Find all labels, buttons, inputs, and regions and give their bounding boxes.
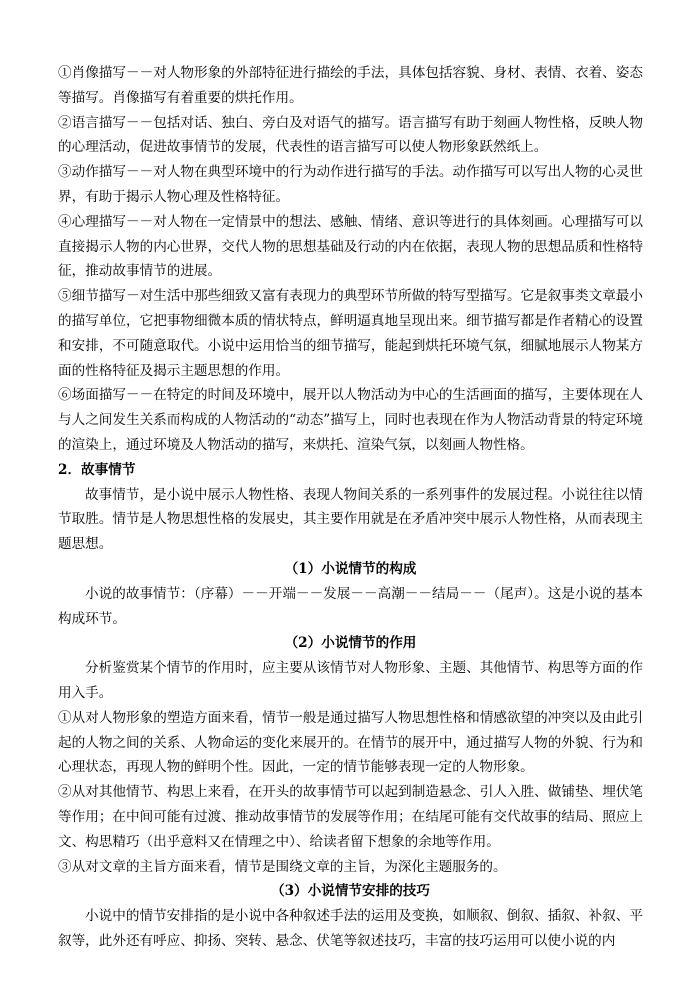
subheading-plot-structure: （1）小说情节的构成	[284, 560, 417, 577]
paragraph-plot-function-intro: 分析鉴赏某个情节的作用时，应主要从该情节对人物形象、主题、其他情节、构思等方面的作用入手。	[58, 660, 643, 701]
subheading-plot-techniques: （3）小说情节安排的技巧	[271, 883, 430, 900]
paragraph-plot-intro: 故事情节，是小说中展示人物性格、表现人物间关系的一系列事件的发展过程。小说往往以情节取胜。情节是人物思想性格的发展史，其主要作用就是在矛盾冲突中展示人物性格，从而表现主题思想。	[58, 486, 643, 553]
paragraph-action: ③动作描写－－对人物在典型环境中的行为动作进行描写的手法。动作描写可以写出人物的心灵世界，有助于揭示人物心理及性格特征。	[58, 164, 643, 205]
paragraph-portrait: ①肖像描写－－对人物形象的外部特征进行描绘的手法，具体包括容貌、身材、表情、衣着、姿态等描写。肖像描写有着重要的烘托作用。	[58, 65, 643, 106]
paragraph-plot-structure: 小说的故事情节：（序幕）－－开端－－发展－－高潮－－结局－－（尾声）。这是小说的基本构成环节。	[58, 585, 643, 627]
paragraph-function-point-3: ③从对文章的主旨方面来看，情节是围绕文章的主旨，为深化主题服务的。	[58, 858, 507, 875]
document-body	[58, 61, 643, 954]
paragraph-language: ②语言描写－－包括对话、独白、旁白及对语气的描写。语言描写有助于刻画人物性格，反映人物的心理活动，促进故事情节的发展，代表性的语言描写可以使人物形象跃然纸上。	[58, 114, 643, 156]
paragraph-function-point-1: ①从对人物形象的塑造方面来看，情节一般是通过描写人物思想性格和情感欲望的冲突以及由此引起的人物之间的关系、人物命运的变化来展开的。在情节的展开中，通过描写人物的外貌、行为和心理状态，再现人物的鲜明个性。因此，一定的情节能够表现一定的人物形象。	[58, 709, 643, 776]
paragraph-plot-techniques: 小说中的情节安排指的是小说中各种叙述手法的运用及变换，如顺叙、倒叙、插叙、补叙、平叙等，此外还有呼应、抑扬、突转、悬念、伏笔等叙述技巧，丰富的技巧运用可以使小说的内	[58, 908, 643, 949]
paragraph-scene: ⑥场面描写－－在特定的时间及环境中，展开以人物活动为中心的生活画面的描写，主要体现在人与人之间发生关系而构成的人物活动的“动态”描写上，同时也表现在作为人物活动背景的特定环境的渲染上，通过环境及人物活动的描写，来烘托、渲染气氛，以刻画人物性格。	[58, 387, 643, 453]
paragraph-function-point-2: ②从对其他情节、构思上来看，在开头的故事情节可以起到制造悬念、引人入胜、做铺垫、埋伏笔等作用；在中间可能有过渡、推动故事情节的发展等作用；在结尾可能有交代故事的结局、照应上文、构思精巧（出乎意料又在情理之中）、给读者留下想象的余地等作用。	[58, 784, 643, 850]
paragraph-detail: ⑤细节描写－对生活中那些细致又富有表现力的典型环节所做的特写型描写。它是叙事类文章最小的描写单位，它把事物细微本质的情状特点，鲜明逼真地呈现出来。细节描写都是作者精心的设置和安排，不可随意取代。小说中运用恰当的细节描写，能起到烘托环境气氛，细腻地展示人物某方面的性格特征及揭示主题思想的作用。	[58, 288, 643, 379]
paragraph-psychology: ④心理描写－－对人物在一定情景中的想法、感触、情绪、意识等进行的具体刻画。心理描写可以直接揭示人物的内心世界，交代人物的思想基础及行动的内在依据，表现人物的思想品质和性格特征，推动故事情节的进展。	[58, 213, 643, 280]
subheading-plot-function: （2）小说情节的作用	[284, 635, 417, 652]
section-heading-plot: 2．故事情节	[58, 461, 136, 478]
